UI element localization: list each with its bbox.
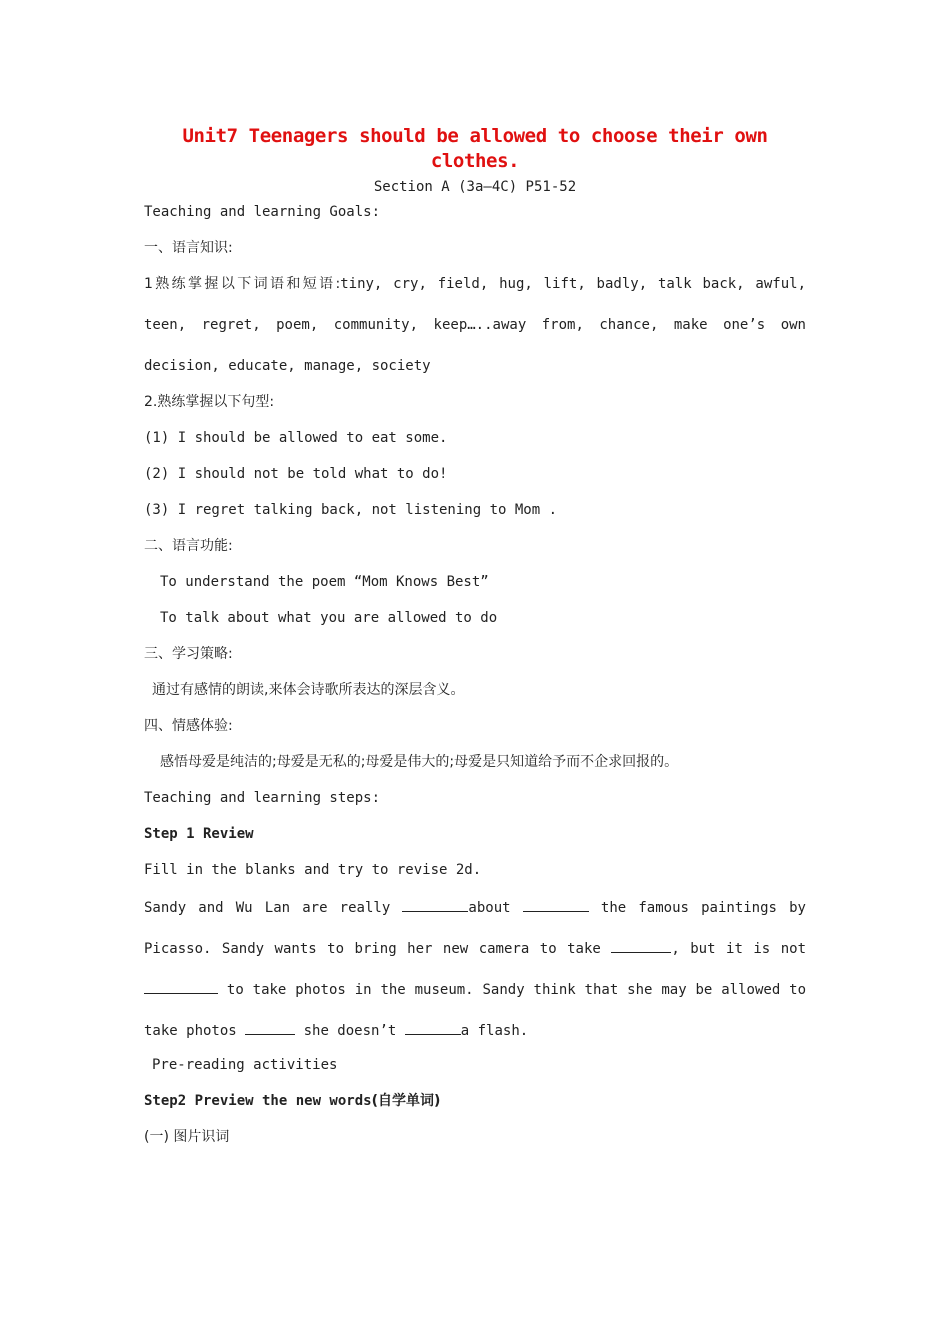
blank-2[interactable] (523, 897, 589, 912)
sentence-pattern-3: (3) I regret talking back, not listening to Mom . (144, 502, 558, 518)
cloze-text: the famous paintings by (600, 900, 806, 916)
step2-heading (144, 1092, 806, 1110)
vocab-line-2: teen, regret, poem, community, keep…..away from, chance, make one’s own (144, 317, 806, 333)
goals-heading: Teaching and learning Goals: (144, 204, 381, 220)
page-title: Unit7 Teenagers should be allowed to choose their own clothes. (182, 125, 768, 172)
step2-heading-en: Step2 Preview the new words (144, 1093, 372, 1109)
steps-heading: Teaching and learning steps: (144, 790, 381, 806)
cloze-text: take photos (144, 1023, 237, 1039)
step2-heading-cn: (自学单词) (371, 1093, 441, 1109)
cloze-text: a flash. (460, 1023, 529, 1039)
blank-1[interactable] (402, 897, 468, 912)
vocab-words-1: tiny, cry, field, hug, lift, badly, talk back, awful, (340, 276, 806, 292)
cloze-text: she doesn’t (303, 1023, 397, 1039)
cloze-text: , but it is not (671, 941, 806, 957)
section-strategy-heading: 三、学习策略: (144, 646, 233, 662)
cloze-text: to take photos in the museum. Sandy think that she may be allowed to (226, 982, 806, 998)
emotion-line: 感悟母爱是纯洁的;母爱是无私的;母爱是伟大的;母爱是只知道给予而不企求回报的。 (160, 754, 679, 770)
sentence-patterns-heading: 2.熟练掌握以下句型: (144, 394, 275, 410)
sentence-pattern-2: (2) I should not be told what to do! (144, 466, 448, 482)
function-line-1: To understand the poem “Mom Knows Best” (160, 574, 489, 590)
section-language-function-heading: 二、语言功能: (144, 538, 233, 554)
cloze-text: about (468, 900, 511, 916)
blank-6[interactable] (405, 1020, 461, 1035)
page-subtitle: Section A (3a—4C) P51-52 (373, 179, 577, 195)
sentence-pattern-1: (1) I should be allowed to eat some. (144, 430, 448, 446)
section-language-knowledge-heading: 一、语言知识: (144, 240, 233, 256)
function-line-2: To talk about what you are allowed to do (160, 610, 498, 626)
blank-5[interactable] (245, 1020, 295, 1035)
step2-sub-heading: (一) 图片识词 (144, 1129, 230, 1145)
vocab-prefix: 1熟练掌握以下词语和短语: (144, 276, 341, 292)
vocab-line-3: decision, educate, manage, society (144, 358, 431, 374)
cloze-line-1 (144, 897, 806, 917)
blank-3[interactable] (611, 938, 671, 953)
cloze-line-2 (144, 938, 806, 958)
pre-reading-heading: Pre-reading activities (152, 1057, 338, 1073)
step1-instruction: Fill in the blanks and try to revise 2d. (144, 862, 482, 878)
cloze-line-3 (144, 979, 806, 999)
cloze-text: Picasso. Sandy wants to bring her new camera to take (144, 941, 601, 957)
vocab-line-1 (144, 275, 806, 293)
cloze-line-4 (144, 1020, 806, 1040)
strategy-line: 通过有感情的朗读,来体会诗歌所表达的深层含义。 (152, 682, 465, 698)
blank-4[interactable] (144, 979, 218, 994)
section-emotion-heading: 四、情感体验: (144, 718, 233, 734)
cloze-text: Sandy and Wu Lan are really (144, 900, 391, 916)
step1-heading: Step 1 Review (144, 826, 254, 842)
